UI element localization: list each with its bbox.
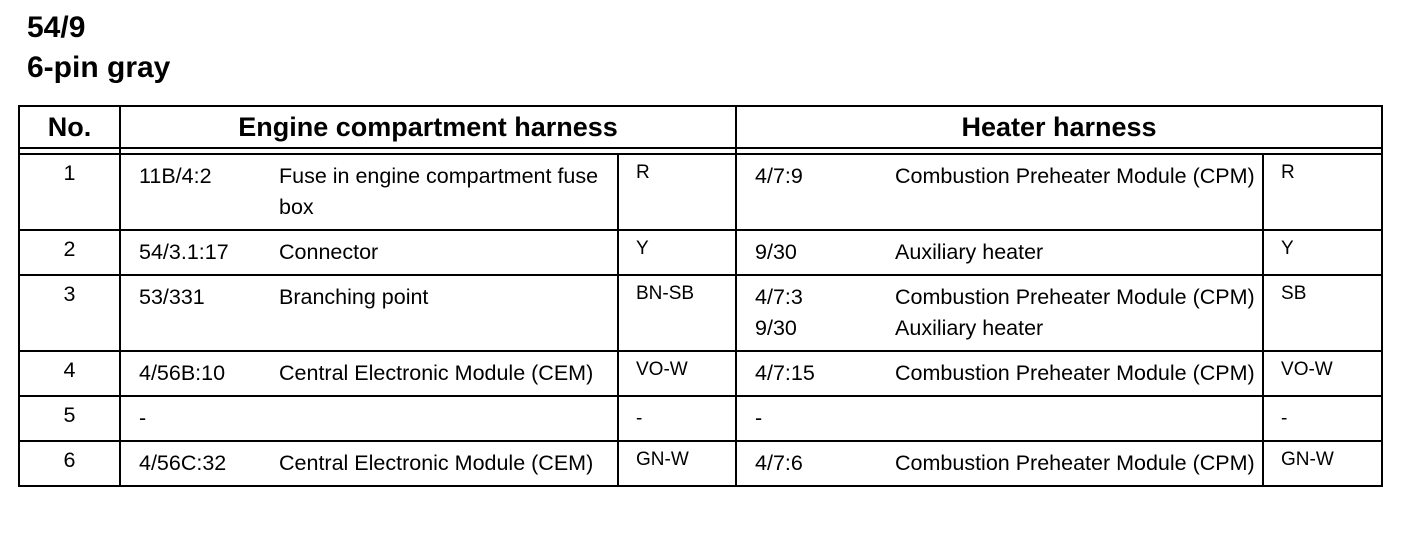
pin-number: 4	[19, 351, 120, 396]
table-row	[19, 230, 1382, 275]
engine-wire-color	[618, 351, 736, 396]
heater-component-description: Auxiliary heater	[895, 240, 1044, 264]
heater-component-code: 4/7:9	[755, 164, 803, 188]
wire-color-code: VO-W	[636, 359, 688, 380]
engine-component-description: Central Electronic Module (CEM)	[279, 361, 594, 385]
wire-color-code: R	[636, 162, 650, 183]
heater-component-code: 9/30	[755, 316, 797, 340]
heater-wire-color	[1263, 441, 1382, 486]
engine-wire-color	[618, 441, 736, 486]
engine-component-code: 11B/4:2	[139, 164, 212, 188]
connector-description: 6-pin gray	[27, 51, 171, 84]
engine-harness-cell	[120, 230, 618, 275]
wire-color-code: -	[1281, 408, 1288, 429]
heater-component-description: Combustion Preheater Module (CPM)	[895, 164, 1255, 188]
heater-component-code: -	[755, 406, 763, 430]
wire-color-code: VO-W	[1281, 359, 1333, 380]
engine-component-line	[139, 161, 617, 223]
heater-wire-color	[1263, 154, 1382, 230]
wire-color-code: BN-SB	[636, 283, 695, 304]
table-row	[19, 275, 1382, 351]
wire-color-code: Y	[1281, 238, 1294, 259]
engine-component-description	[279, 403, 617, 434]
heater-wire-color	[1263, 230, 1382, 275]
heater-wire-color	[1263, 396, 1382, 441]
pin-number: 1	[19, 154, 120, 230]
engine-harness-cell	[120, 275, 618, 351]
engine-component-description: Branching point	[279, 285, 429, 309]
heater-component-code: 4/7:6	[755, 451, 803, 475]
engine-wire-color	[618, 154, 736, 230]
table-row	[19, 351, 1382, 396]
heater-component-line	[755, 282, 1262, 313]
wire-color-code: SB	[1281, 283, 1307, 304]
heater-harness-cell	[736, 396, 1263, 441]
pin-number: 2	[19, 230, 120, 275]
wire-color-code: GN-W	[636, 449, 689, 470]
pin-table	[18, 105, 1383, 487]
heater-component-code: 9/30	[755, 240, 797, 264]
heater-component-line	[755, 448, 1262, 479]
table-row	[19, 154, 1382, 230]
heater-component-code: 4/7:3	[755, 285, 803, 309]
heater-component-code: 4/7:15	[755, 361, 815, 385]
heater-wire-color	[1263, 275, 1382, 351]
engine-component-line	[139, 403, 617, 434]
engine-component-description: Central Electronic Module (CEM)	[279, 451, 594, 475]
wire-color-code: GN-W	[1281, 449, 1334, 470]
heater-harness-cell	[736, 275, 1263, 351]
engine-wire-color	[618, 230, 736, 275]
heater-component-line	[755, 403, 1262, 434]
heater-harness-cell	[736, 230, 1263, 275]
engine-harness-cell	[120, 154, 618, 230]
engine-component-line	[139, 282, 617, 313]
heater-component-line	[755, 313, 1262, 344]
engine-component-line	[139, 237, 617, 268]
engine-component-line	[139, 358, 617, 389]
wire-color-code: Y	[636, 238, 649, 259]
header-no: No.	[19, 106, 120, 148]
header-heater-harness: Heater harness	[736, 106, 1382, 148]
table-row	[19, 441, 1382, 486]
pin-number: 3	[19, 275, 120, 351]
heater-component-description	[895, 403, 1262, 434]
engine-component-code: 54/3.1:17	[139, 240, 229, 264]
engine-wire-color	[618, 275, 736, 351]
engine-component-code: -	[139, 406, 147, 430]
connector-id: 54/9	[27, 11, 86, 44]
table-body	[19, 154, 1382, 486]
heater-component-description: Auxiliary heater	[895, 316, 1044, 340]
heater-component-line	[755, 358, 1262, 389]
engine-wire-color	[618, 396, 736, 441]
engine-harness-cell	[120, 441, 618, 486]
table-header-row	[19, 106, 1382, 148]
heater-component-line	[755, 237, 1262, 268]
engine-harness-cell	[120, 396, 618, 441]
pin-number: 5	[19, 396, 120, 441]
heater-harness-cell	[736, 351, 1263, 396]
engine-component-code: 4/56B:10	[139, 361, 226, 385]
table-row	[19, 396, 1382, 441]
heater-component-description: Combustion Preheater Module (CPM)	[895, 451, 1255, 475]
wire-color-code: -	[636, 408, 643, 429]
engine-component-description: Fuse in engine compartment fuse box	[279, 164, 599, 219]
engine-component-code: 53/331	[139, 285, 205, 309]
heater-component-description: Combustion Preheater Module (CPM)	[895, 285, 1255, 309]
pin-number: 6	[19, 441, 120, 486]
heater-component-description: Combustion Preheater Module (CPM)	[895, 361, 1255, 385]
heater-harness-cell	[736, 441, 1263, 486]
heater-component-line	[755, 161, 1262, 192]
header-engine-harness: Engine compartment harness	[120, 106, 736, 148]
engine-component-line	[139, 448, 617, 479]
engine-component-description: Connector	[279, 240, 379, 264]
engine-component-code: 4/56C:32	[139, 451, 227, 475]
wire-color-code: R	[1281, 162, 1295, 183]
heater-harness-cell	[736, 154, 1263, 230]
engine-harness-cell	[120, 351, 618, 396]
heater-wire-color	[1263, 351, 1382, 396]
connector-title	[27, 8, 170, 88]
